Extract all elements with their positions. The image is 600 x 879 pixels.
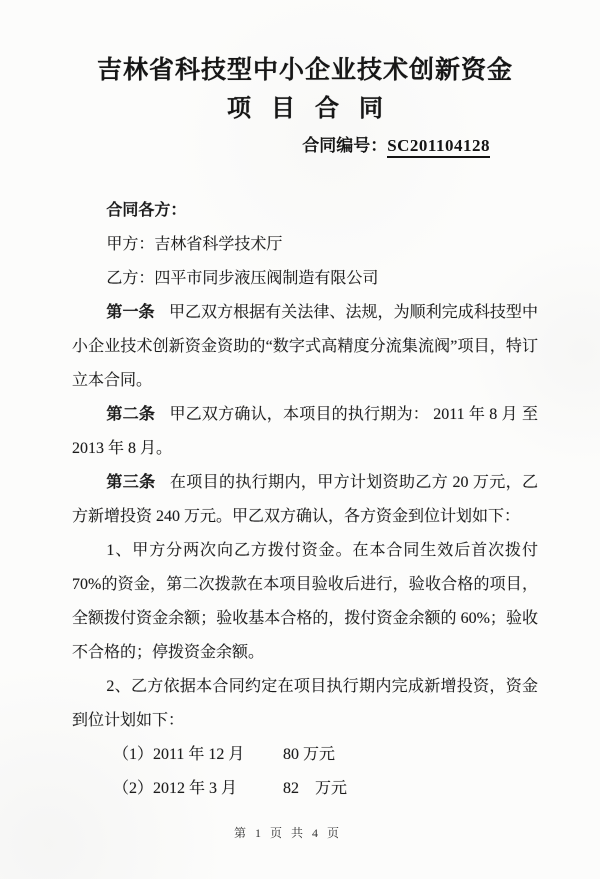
contract-number-line (72, 134, 538, 157)
party-b-line: 乙方：四平市同步液压阀制造有限公司 (106, 270, 379, 287)
clause-1: 1、甲方分两次向乙方拨付资金。在本合同生效后首次拨付 70%的资金，第二次拨款在本项目验收后进行，验收合格的项目，全额拨付资金余额；验收基本合格的，拨付资金余额的 60%；验收不合格的；停拨资金余额。 (72, 542, 538, 661)
article-2-text: 甲乙双方确认，本项目的执行期为： 2011 年 8 月 至 2013 年 8 月。 (72, 406, 538, 457)
schedule-row-1-date: （1）2011 年 12 月 (113, 746, 245, 763)
schedule-row-2-date: （2）2012 年 3 月 (113, 780, 238, 797)
article-3-text: 在项目的执行期内，甲方计划资助乙方 20 万元，乙方新增投资 240 万元。甲乙双方确认，各方资金到位计划如下： (72, 474, 538, 525)
schedule-row-1 (72, 738, 538, 772)
schedule-row-2-amount: 82 万元 (283, 780, 348, 797)
article-2 (72, 398, 538, 466)
clause-2: 2、乙方依据本合同约定在项目执行期内完成新增投资，资金到位计划如下： (72, 678, 538, 729)
contract-number-label: 合同编号： (302, 136, 388, 155)
schedule-row-1-amount: 80 万元 (283, 746, 336, 763)
article-3 (72, 466, 538, 534)
contract-body (72, 194, 538, 806)
parties-heading: 合同各方： (106, 202, 187, 219)
page-number-footer: 第 1 页 共 4 页 (233, 826, 342, 840)
contract-number-value: SC201104128 (387, 136, 490, 158)
article-2-label: 第二条 (106, 406, 156, 423)
article-1-label: 第一条 (106, 304, 155, 321)
document-title-line1: 吉林省科技型中小企业技术创新资金 (96, 56, 513, 84)
article-3-label: 第三条 (106, 474, 156, 491)
party-a-line: 甲方：吉林省科学技术厅 (106, 236, 283, 253)
document-title-line2: 项目合同 (227, 95, 403, 122)
article-1-text: 甲乙双方根据有关法律、法规，为顺利完成科技型中小企业技术创新资金资助的“数字式高精度分流集流阀”项目，特订立本合同。 (72, 304, 538, 389)
schedule-row-2 (72, 772, 538, 806)
article-1 (72, 296, 538, 398)
